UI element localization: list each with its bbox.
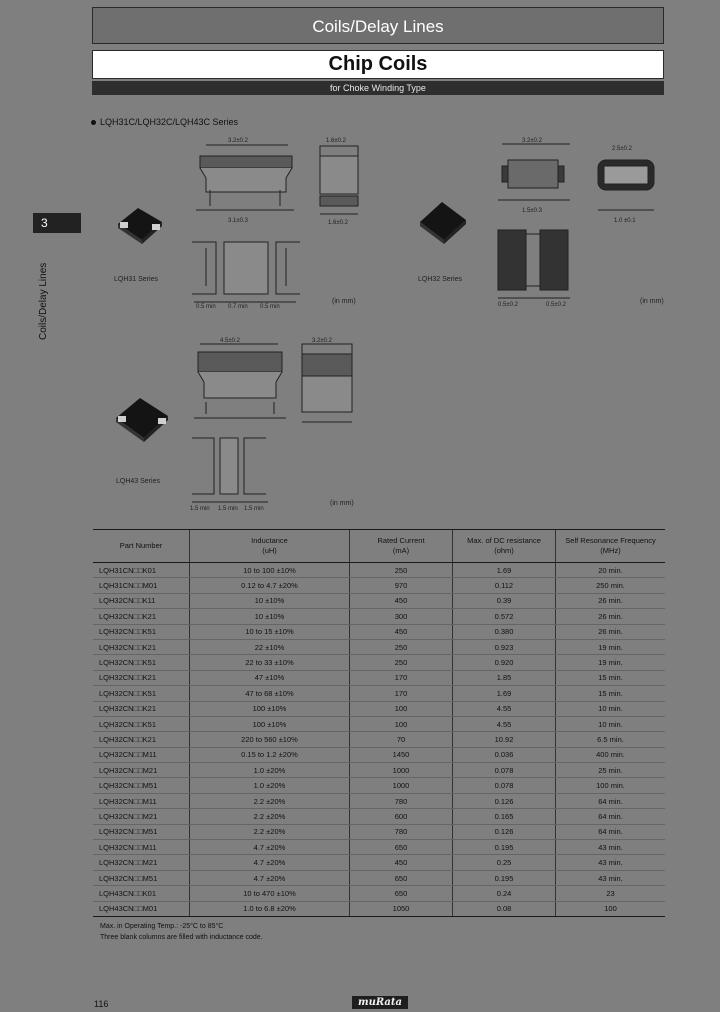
- page-subtitle: for Choke Winding Type: [92, 81, 664, 95]
- cell-inductance: 4.7 ±20%: [190, 840, 350, 855]
- table-row: [93, 870, 665, 885]
- table-row: [93, 609, 665, 624]
- cell-srf: 64 min.: [556, 793, 666, 808]
- lqh32-series-label: LQH32 Series: [418, 276, 462, 283]
- cell-srf: 100: [556, 901, 666, 916]
- table-row: [93, 763, 665, 778]
- lqh43-series-label: LQH43 Series: [116, 478, 160, 485]
- table-row: [93, 855, 665, 870]
- cell-part-number: LQH32CN□□K51: [93, 716, 190, 731]
- cell-part-number: LQH32CN□□M11: [93, 840, 190, 855]
- cell-inductance: 22 ±10%: [190, 639, 350, 654]
- cell-inductance: 0.12 to 4.7 ±20%: [190, 578, 350, 593]
- cell-rated-current: 780: [350, 824, 453, 839]
- cell-inductance: 10 to 100 ±10%: [190, 563, 350, 578]
- svg-text:3.2±0.2: 3.2±0.2: [312, 338, 332, 344]
- lqh31-unit: (in mm): [332, 298, 356, 305]
- cell-srf: 23: [556, 886, 666, 901]
- table-row: [93, 886, 665, 901]
- table-row: [93, 716, 665, 731]
- table-row: [93, 624, 665, 639]
- cell-rated-current: 600: [350, 809, 453, 824]
- svg-text:0.5 min: 0.5 min: [260, 304, 280, 310]
- cell-part-number: LQH32CN□□M51: [93, 824, 190, 839]
- cell-rated-current: 650: [350, 840, 453, 855]
- lqh32-dimension-drawing: [492, 130, 662, 310]
- table-row: [93, 793, 665, 808]
- table-row: [93, 563, 665, 578]
- cell-srf: 10 min.: [556, 701, 666, 716]
- spec-table: [93, 529, 665, 917]
- svg-text:1.5 min: 1.5 min: [244, 506, 264, 512]
- cell-srf: 19 min.: [556, 655, 666, 670]
- cell-srf: 19 min.: [556, 639, 666, 654]
- cell-rated-current: 1000: [350, 778, 453, 793]
- cell-dc-resistance: 0.126: [453, 793, 556, 808]
- cell-dc-resistance: 0.195: [453, 870, 556, 885]
- cell-dc-resistance: 0.112: [453, 578, 556, 593]
- svg-text:1.5 min: 1.5 min: [218, 506, 238, 512]
- cell-srf: 43 min.: [556, 870, 666, 885]
- cell-dc-resistance: 0.078: [453, 778, 556, 793]
- cell-part-number: LQH32CN□□M21: [93, 763, 190, 778]
- cell-dc-resistance: 0.920: [453, 655, 556, 670]
- cell-rated-current: 100: [350, 701, 453, 716]
- cell-part-number: LQH32CN□□M21: [93, 809, 190, 824]
- murata-logo: muRata: [352, 996, 408, 1009]
- cell-part-number: LQH32CN□□K51: [93, 655, 190, 670]
- svg-text:1.0 ±0.1: 1.0 ±0.1: [614, 218, 636, 224]
- cell-part-number: LQH32CN□□K21: [93, 670, 190, 685]
- cell-srf: 100 min.: [556, 778, 666, 793]
- cell-inductance: 2.2 ±20%: [190, 824, 350, 839]
- cell-part-number: LQH32CN□□K51: [93, 686, 190, 701]
- cell-rated-current: 450: [350, 855, 453, 870]
- cell-part-number: LQH43CN□□K01: [93, 886, 190, 901]
- cell-srf: 20 min.: [556, 563, 666, 578]
- cell-dc-resistance: 0.078: [453, 763, 556, 778]
- cell-srf: 43 min.: [556, 840, 666, 855]
- cell-srf: 250 min.: [556, 578, 666, 593]
- cell-rated-current: 250: [350, 563, 453, 578]
- cell-dc-resistance: 0.380: [453, 624, 556, 639]
- cell-inductance: 1.0 to 6.8 ±20%: [190, 901, 350, 916]
- lqh43-dimension-drawing: [186, 332, 366, 516]
- cell-inductance: 100 ±10%: [190, 716, 350, 731]
- cell-rated-current: 1000: [350, 763, 453, 778]
- svg-text:1.6±0.2: 1.6±0.2: [326, 138, 346, 144]
- cell-rated-current: 450: [350, 593, 453, 608]
- cell-part-number: LQH32CN□□K21: [93, 609, 190, 624]
- svg-text:3.2±0.2: 3.2±0.2: [228, 138, 248, 144]
- table-row: [93, 686, 665, 701]
- cell-dc-resistance: 0.036: [453, 747, 556, 762]
- cell-dc-resistance: 1.69: [453, 563, 556, 578]
- lqh31-dimension-drawing: [188, 130, 368, 310]
- cell-srf: 64 min.: [556, 809, 666, 824]
- cell-rated-current: 250: [350, 639, 453, 654]
- cell-inductance: 10 to 470 ±10%: [190, 886, 350, 901]
- table-row: [93, 809, 665, 824]
- table-header-row: [93, 530, 665, 563]
- cell-rated-current: 780: [350, 793, 453, 808]
- cell-srf: 26 min.: [556, 609, 666, 624]
- lqh43-unit: (in mm): [330, 500, 354, 507]
- cell-part-number: LQH32CN□□M11: [93, 793, 190, 808]
- cell-dc-resistance: 1.69: [453, 686, 556, 701]
- cell-rated-current: 300: [350, 609, 453, 624]
- cell-rated-current: 450: [350, 624, 453, 639]
- cell-dc-resistance: 10.92: [453, 732, 556, 747]
- table-row: [93, 701, 665, 716]
- cell-inductance: 100 ±10%: [190, 701, 350, 716]
- cell-part-number: LQH32CN□□K21: [93, 732, 190, 747]
- cell-part-number: LQH32CN□□M21: [93, 855, 190, 870]
- side-tab-label: Coils/Delay Lines: [38, 262, 49, 340]
- cell-dc-resistance: 0.126: [453, 824, 556, 839]
- svg-text:0.5±0.2: 0.5±0.2: [498, 302, 518, 308]
- cell-part-number: LQH32CN□□M51: [93, 778, 190, 793]
- page-number: 116: [94, 999, 109, 1009]
- cell-inductance: 2.2 ±20%: [190, 809, 350, 824]
- table-row: [93, 778, 665, 793]
- cell-rated-current: 100: [350, 716, 453, 731]
- svg-text:0.7 min: 0.7 min: [228, 304, 248, 310]
- note-blank-columns: Three blank columns are filled with inductance code.: [100, 934, 263, 941]
- cell-inductance: 47 ±10%: [190, 670, 350, 685]
- cell-inductance: 2.2 ±20%: [190, 793, 350, 808]
- cell-rated-current: 1050: [350, 901, 453, 916]
- cell-srf: 15 min.: [556, 686, 666, 701]
- lqh31-series-label: LQH31 Series: [114, 276, 158, 283]
- table-row: [93, 655, 665, 670]
- lqh32-chip-photo: [414, 196, 472, 248]
- cell-inductance: 10 ±10%: [190, 609, 350, 624]
- cell-inductance: 10 to 15 ±10%: [190, 624, 350, 639]
- svg-text:0.5±0.2: 0.5±0.2: [546, 302, 566, 308]
- cell-dc-resistance: 0.39: [453, 593, 556, 608]
- cell-dc-resistance: 0.24: [453, 886, 556, 901]
- cell-inductance: 220 to 560 ±10%: [190, 732, 350, 747]
- svg-text:4.5±0.2: 4.5±0.2: [220, 338, 240, 344]
- header-inductance: Inductance (uH): [190, 530, 350, 563]
- cell-rated-current: 650: [350, 886, 453, 901]
- cell-srf: 26 min.: [556, 593, 666, 608]
- svg-text:0.5 min: 0.5 min: [196, 304, 216, 310]
- cell-srf: 10 min.: [556, 716, 666, 731]
- cell-inductance: 0.15 to 1.2 ±20%: [190, 747, 350, 762]
- cell-srf: 26 min.: [556, 624, 666, 639]
- cell-dc-resistance: 0.08: [453, 901, 556, 916]
- svg-text:3.1±0.3: 3.1±0.3: [228, 218, 248, 224]
- cell-part-number: LQH32CN□□M11: [93, 747, 190, 762]
- cell-rated-current: 1450: [350, 747, 453, 762]
- table-row: [93, 840, 665, 855]
- cell-part-number: LQH32CN□□K51: [93, 624, 190, 639]
- side-tab-number: 3: [33, 213, 81, 233]
- cell-inductance: 10 ±10%: [190, 593, 350, 608]
- category-header: Coils/Delay Lines: [92, 7, 664, 44]
- svg-text:1.6±0.2: 1.6±0.2: [328, 220, 348, 226]
- cell-srf: 6.5 min.: [556, 732, 666, 747]
- svg-text:2.5±0.2: 2.5±0.2: [612, 146, 632, 152]
- cell-inductance: 47 to 68 ±10%: [190, 686, 350, 701]
- lqh43-chip-photo: [110, 392, 174, 446]
- cell-dc-resistance: 4.55: [453, 716, 556, 731]
- cell-inductance: 22 to 33 ±10%: [190, 655, 350, 670]
- cell-inductance: 1.0 ±20%: [190, 778, 350, 793]
- series-heading: [91, 117, 238, 127]
- cell-srf: 400 min.: [556, 747, 666, 762]
- note-temperature: Max. in Operating Temp.: -25°C to 85°C: [100, 923, 224, 930]
- svg-text:1.5 min: 1.5 min: [190, 506, 210, 512]
- table-row: [93, 901, 665, 916]
- cell-rated-current: 70: [350, 732, 453, 747]
- table-row: [93, 732, 665, 747]
- cell-rated-current: 650: [350, 870, 453, 885]
- cell-part-number: LQH32CN□□K21: [93, 701, 190, 716]
- cell-dc-resistance: 0.572: [453, 609, 556, 624]
- header-rated-current: Rated Current (mA): [350, 530, 453, 563]
- table-row: [93, 747, 665, 762]
- cell-dc-resistance: 0.923: [453, 639, 556, 654]
- cell-srf: 15 min.: [556, 670, 666, 685]
- cell-part-number: LQH31CN□□M01: [93, 578, 190, 593]
- table-row: [93, 593, 665, 608]
- cell-dc-resistance: 0.165: [453, 809, 556, 824]
- cell-part-number: LQH31CN□□K01: [93, 563, 190, 578]
- cell-dc-resistance: 4.55: [453, 701, 556, 716]
- lqh32-unit: (in mm): [640, 298, 664, 305]
- cell-part-number: LQH32CN□□K21: [93, 639, 190, 654]
- cell-inductance: 4.7 ±20%: [190, 870, 350, 885]
- cell-inductance: 4.7 ±20%: [190, 855, 350, 870]
- cell-rated-current: 970: [350, 578, 453, 593]
- cell-part-number: LQH32CN□□M51: [93, 870, 190, 885]
- cell-dc-resistance: 1.85: [453, 670, 556, 685]
- cell-srf: 25 min.: [556, 763, 666, 778]
- table-row: [93, 639, 665, 654]
- table-row: [93, 578, 665, 593]
- cell-rated-current: 170: [350, 670, 453, 685]
- cell-part-number: LQH32CN□□K11: [93, 593, 190, 608]
- cell-dc-resistance: 0.195: [453, 840, 556, 855]
- header-srf: Self Resonance Frequency (MHz): [556, 530, 666, 563]
- cell-srf: 43 min.: [556, 855, 666, 870]
- cell-srf: 64 min.: [556, 824, 666, 839]
- bullet-icon: [91, 120, 96, 125]
- cell-inductance: 1.0 ±20%: [190, 763, 350, 778]
- table-row: [93, 824, 665, 839]
- cell-rated-current: 170: [350, 686, 453, 701]
- lqh31-chip-photo: [112, 200, 168, 248]
- cell-dc-resistance: 0.25: [453, 855, 556, 870]
- cell-rated-current: 250: [350, 655, 453, 670]
- series-heading-text: LQH31C/LQH32C/LQH43C Series: [100, 117, 239, 127]
- header-part-number: Part Number: [93, 530, 190, 563]
- page-title: Chip Coils: [92, 50, 664, 79]
- svg-text:3.2±0.2: 3.2±0.2: [522, 138, 542, 144]
- table-row: [93, 670, 665, 685]
- svg-text:1.5±0.3: 1.5±0.3: [522, 208, 542, 214]
- cell-part-number: LQH43CN□□M01: [93, 901, 190, 916]
- header-dc-resistance: Max. of DC resistance (ohm): [453, 530, 556, 563]
